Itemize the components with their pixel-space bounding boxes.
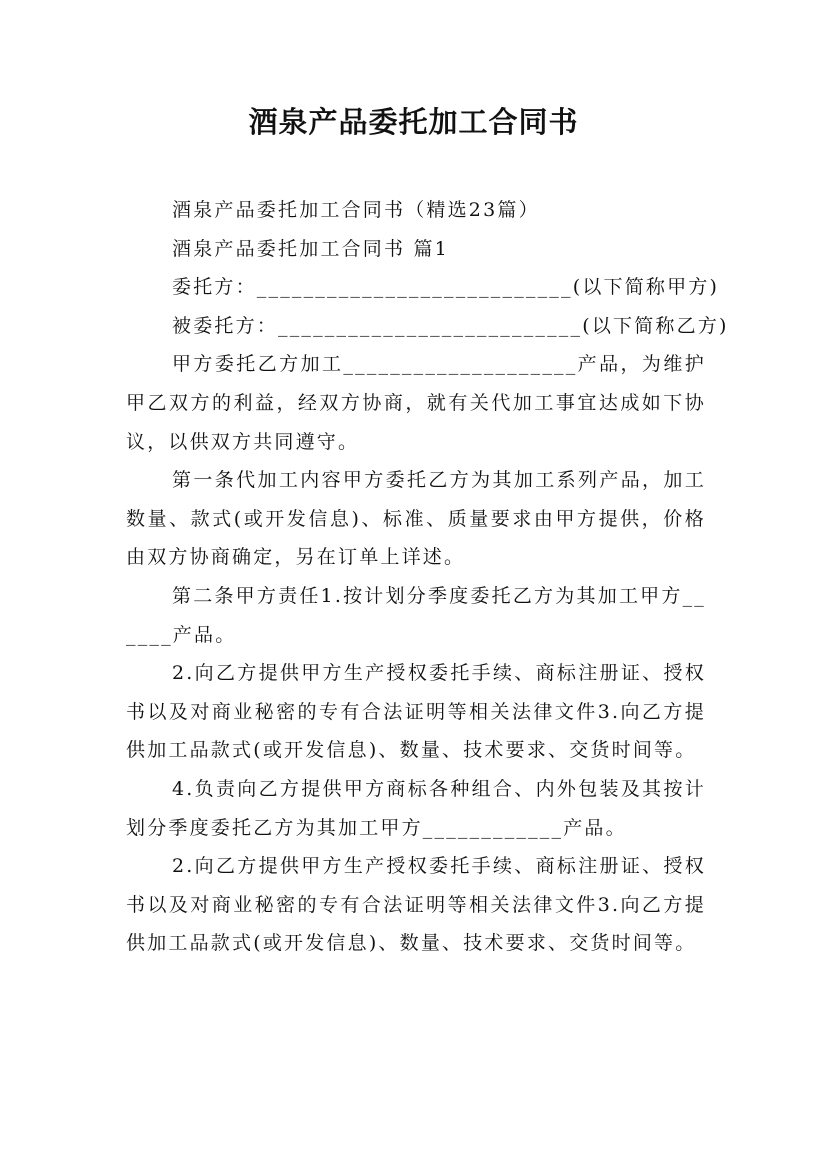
clause-4-paragraph: 4.负责向乙方提供甲方商标各种组合、内外包装及其按计划分季度委托乙方为其加工甲方____________产品。 [126,777,706,839]
section-heading: 酒泉产品委托加工合同书 篇1 [172,237,449,260]
document-title: 酒泉产品委托加工合同书 [248,105,579,139]
clause-2-repeat-paragraph: 2.向乙方提供甲方生产授权委托手续、商标注册证、授权书以及对商业秘密的专有合法证明等相关法律文件3.向乙方提供加工品款式(或开发信息)、数量、技术要求、交货时间等。 [126,855,706,955]
clause-2-paragraph: 2.向乙方提供甲方生产授权委托手续、商标注册证、授权书以及对商业秘密的专有合法证明等相关法律文件3.向乙方提供加工品款式(或开发信息)、数量、技术要求、交货时间等。 [126,662,706,762]
article-one-paragraph: 第一条代加工内容甲方委托乙方为其加工系列产品，加工数量、款式(或开发信息)、标准、质量要求由甲方提供，价格由双方协商确定，另在订单上详述。 [126,469,706,569]
subtitle-line: 酒泉产品委托加工合同书（精选23篇） [172,199,540,221]
intro-paragraph: 甲方委托乙方加工____________________产品，为维护甲乙双方的利益，经双方协商，就有关代加工事宜达成如下协议，以供双方共同遵守。 [126,353,706,453]
article-two-paragraph: 第二条甲方责任1.按计划分季度委托乙方为其加工甲方______产品。 [126,584,706,646]
client-party-line: 委托方：___________________________(以下简称甲方) [172,276,720,299]
document-body [126,191,729,963]
contractor-party-line: 被委托方：__________________________(以下简称乙方) [172,314,729,337]
